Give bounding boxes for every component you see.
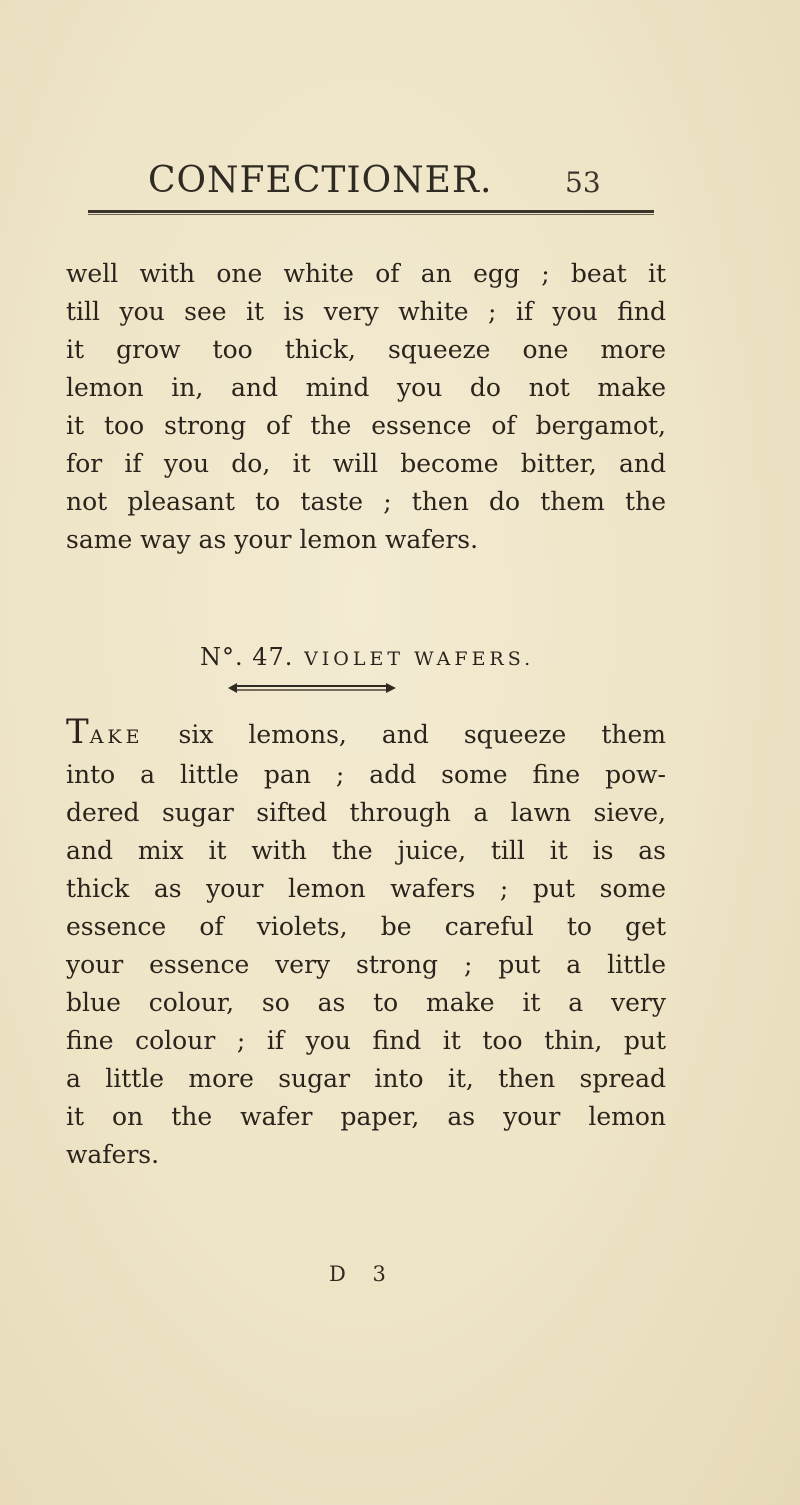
header-rule bbox=[88, 210, 654, 215]
page-number: 53 bbox=[565, 166, 601, 199]
small-caps-word: AKE bbox=[89, 726, 144, 748]
text-line: lemon in, and mind you do not make bbox=[66, 373, 666, 402]
text-line: same way as your lemon wafers. bbox=[66, 525, 479, 554]
text-line: not pleasant to taste ; then do them the bbox=[66, 487, 666, 516]
recipe-number: N°. 47. bbox=[200, 643, 294, 671]
paragraph-2 bbox=[66, 713, 666, 1174]
signature-mark: D 3 bbox=[329, 1262, 396, 1286]
text-line: a little more sugar into it, then spread bbox=[66, 1064, 666, 1093]
text-line: it grow too thick, squeeze one more bbox=[66, 335, 666, 364]
text-line: dered sugar sifted through a lawn sieve, bbox=[66, 798, 666, 827]
first-line bbox=[66, 713, 666, 756]
text-line: for if you do, it will become bitter, and bbox=[66, 449, 666, 478]
first-line-text: six lemons, and squeeze them bbox=[143, 720, 666, 749]
text-line: fine colour ; if you find it too thin, put bbox=[66, 1026, 666, 1055]
text-line: well with one white of an egg ; beat it bbox=[66, 259, 666, 288]
page-header bbox=[60, 160, 660, 200]
text-line: it on the wafer paper, as your lemon bbox=[66, 1102, 666, 1131]
text-line: it too strong of the essence of bergamot, bbox=[66, 411, 666, 440]
running-head: CONFECTIONER. bbox=[148, 160, 493, 201]
recipe-title: VIOLET WAFERS. bbox=[304, 648, 535, 670]
text-line: thick as your lemon wafers ; put some bbox=[66, 874, 666, 903]
text-line: essence of violets, be careful to get bbox=[66, 912, 666, 941]
drop-cap: T bbox=[66, 712, 90, 752]
text-line: blue colour, so as to make it a very bbox=[66, 988, 666, 1017]
text-line: wafers. bbox=[66, 1140, 160, 1169]
text-line: your essence very strong ; put a little bbox=[66, 950, 666, 979]
text-line: till you see it is very white ; if you find bbox=[66, 297, 666, 326]
ornament-rule bbox=[228, 681, 396, 695]
text-line: into a little pan ; add some fine pow- bbox=[66, 760, 666, 789]
recipe-heading bbox=[200, 643, 620, 671]
text-line: and mix it with the juice, till it is as bbox=[66, 836, 666, 865]
paragraph-1 bbox=[66, 255, 666, 559]
